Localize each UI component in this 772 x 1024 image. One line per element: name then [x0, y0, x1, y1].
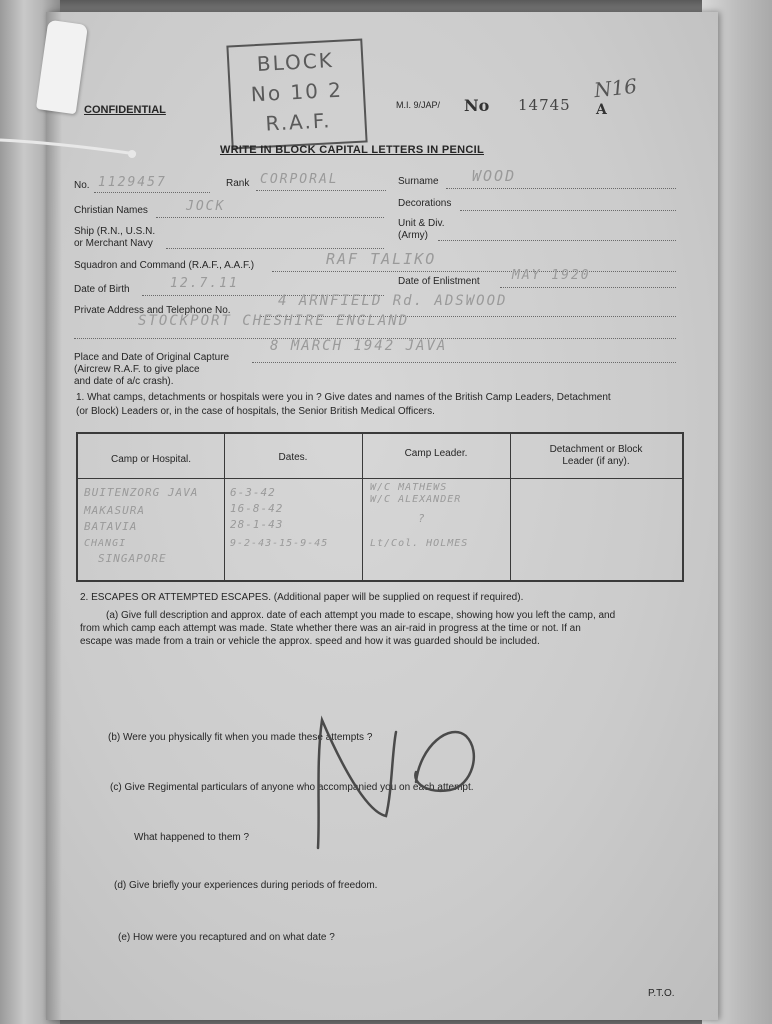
question-2a-line-2: from which camp each attempt was made. State whether there was an air-raid in progress at the time or not. If an	[80, 623, 581, 634]
dob-value: 12.7.11	[170, 276, 239, 291]
please-turn-over: P.T.O.	[648, 988, 675, 999]
christian-names-value: JOCK	[186, 199, 226, 214]
surname-value: WOOD	[472, 167, 517, 185]
unit-label-line-1: Unit & Div.	[398, 218, 445, 229]
stamp-line-2: No 10 2	[250, 77, 344, 107]
unit-label-line-2: (Army)	[398, 230, 428, 241]
table-row: MAKASURA	[84, 504, 145, 517]
block-stamp	[226, 39, 367, 150]
table-row: W/C ALEXANDER	[370, 494, 462, 505]
ship-label-line-1: Ship (R.N., U.S.N.	[74, 226, 156, 237]
question-2e: (e) How were you recaptured and on what date ?	[118, 932, 335, 943]
table-row: SINGAPORE	[98, 552, 167, 565]
binding-shadow	[46, 12, 62, 1020]
christian-names-label: Christian Names	[74, 205, 148, 216]
pencil-instruction: WRITE IN BLOCK CAPITAL LETTERS IN PENCIL	[220, 144, 484, 156]
suffix-letter: A	[596, 102, 607, 118]
capture-label-line-2: (Aircrew R.A.F. to give place	[74, 364, 200, 375]
rank-value: CORPORAL	[260, 172, 339, 187]
question-2-title: 2. ESCAPES OR ATTEMPTED ESCAPES. (Additional paper will be supplied on request if required).	[80, 592, 524, 603]
enlistment-label: Date of Enlistment	[398, 276, 480, 287]
question-2c-follow-up: What happened to them ?	[134, 832, 250, 843]
block-leader-header-line-2: Leader (if any).	[562, 456, 630, 467]
handwritten-reference: N16	[592, 73, 639, 103]
table-row: 16-8-42	[230, 502, 284, 515]
dob-label: Date of Birth	[74, 284, 130, 295]
surname-label: Surname	[398, 176, 439, 187]
table-row: CHANGI	[84, 538, 127, 549]
serial-number: 14745	[518, 96, 571, 114]
service-number-value: 1129457	[98, 175, 167, 190]
question-1-line-2: (or Block) Leaders or, in the case of hospitals, the Senior British Medical Officers.	[76, 406, 435, 417]
stamp-line-1: BLOCK	[256, 48, 335, 77]
capture-value: 8 MARCH 1942 JAVA	[270, 338, 448, 354]
camps-table	[76, 432, 684, 582]
camp-header: Camp or Hospital.	[110, 454, 192, 465]
block-leader-header-line-1: Detachment or Block	[549, 444, 643, 455]
squadron-value: RAF TALIKO	[326, 250, 437, 268]
address-label: Private Address and Telephone No.	[74, 305, 231, 316]
squadron-label: Squadron and Command (R.A.F., A.A.F.)	[74, 260, 255, 271]
question-2c: (c) Give Regimental particulars of anyone who accompanied you on each attempt.	[110, 782, 474, 793]
confidential-label: CONFIDENTIAL	[84, 104, 166, 116]
address-value-line-2: STOCKPORT CHESHIRE ENGLAND	[138, 313, 410, 329]
table-row: ?	[418, 512, 426, 525]
table-row: W/C MATHEWS	[370, 482, 448, 493]
table-row: 9-2-43-15-9-45	[230, 538, 329, 549]
table-row: BATAVIA	[84, 520, 138, 533]
question-2d: (d) Give briefly your experiences during periods of freedom.	[114, 880, 378, 891]
number-symbol: No	[464, 96, 490, 115]
dates-header: Dates.	[278, 452, 308, 463]
rank-label: Rank	[226, 178, 250, 189]
no-label: No.	[74, 180, 90, 191]
enlistment-value: MAY 1920	[512, 268, 591, 283]
table-row: BUITENZORG JAVA	[84, 486, 199, 499]
stamp-line-3: R.A.F.	[264, 108, 332, 136]
handwritten-no-answer	[300, 712, 490, 852]
address-value-line-1: 4 ARNFIELD Rd. ADSWOOD	[278, 293, 508, 309]
treasury-tag-string	[0, 130, 150, 160]
capture-label-line-3: and date of a/c crash).	[74, 376, 174, 387]
question-2b: (b) Were you physically fit when you made these attempts ?	[108, 732, 373, 743]
decorations-label: Decorations	[398, 198, 452, 209]
question-2a-line-3: escape was made from a train or vehicle the approx. speed and how it was guarded should be included.	[80, 636, 540, 647]
table-row: 28-1-43	[230, 518, 284, 531]
table-row: 6-3-42	[230, 486, 276, 499]
mi-reference: M.I. 9/JAP/	[396, 100, 441, 110]
question-2a-line-1: (a) Give full description and approx. date of each attempt you made to escape, showing how you left the camp, and	[106, 610, 616, 621]
question-1-line-1: 1. What camps, detachments or hospitals were you in ? Give dates and names of the British Camp Leaders, Detachment	[76, 392, 611, 403]
ship-label-line-2: or Merchant Navy	[74, 238, 153, 249]
table-row: Lt/Col. HOLMES	[370, 538, 469, 549]
camp-leader-header: Camp Leader.	[404, 448, 468, 459]
capture-label-line-1: Place and Date of Original Capture	[74, 352, 230, 363]
